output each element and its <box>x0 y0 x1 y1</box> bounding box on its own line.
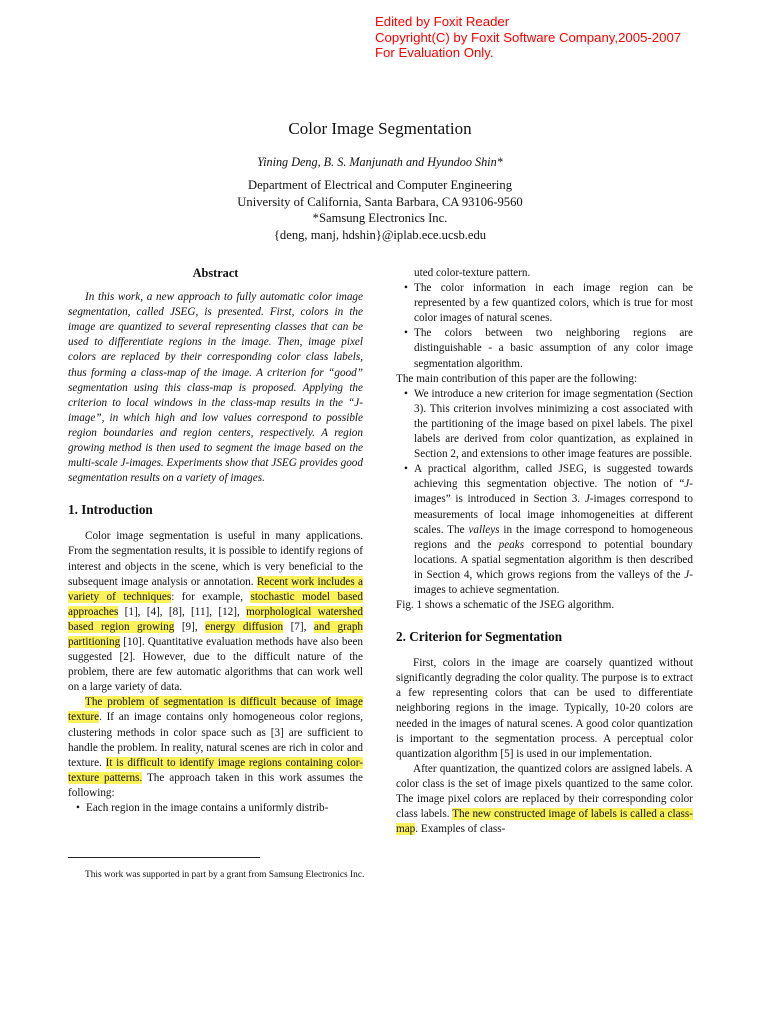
list-item <box>396 462 693 598</box>
abstract-heading: Abstract <box>192 266 239 280</box>
list-item-continuation: uted color-texture pattern. <box>414 267 531 279</box>
text-run: [10]. Quantitative evaluation methods have also been suggested [2]. However, due to the difficult nature of the problem, there are few automatic algorithms that can work well on a large variety of data. <box>68 635 363 694</box>
footnote-divider <box>68 857 260 858</box>
abstract-text: In this work, a new approach to fully automatic color image segmentation, called JSEG, is presented. First, colors in the image are quantized to several representing classes that can be used to differentiate regions in the image. Then, image pixel colors are replaced by their corresponding color class labels, thus forming a class-map of the image. A criterion for “good” segmentation using this class-map is proposed. Applying the criterion to local windows in the class-map results in the “J-image”, in which high and low values correspond to possible region boundaries and region centers, respectively. A region growing method is then used to segment the image based on the multi-scale J-images. Experiments show that JSEG provides good segmentation results on a variety of images. <box>68 291 363 485</box>
evaluation-watermark <box>375 14 681 61</box>
text-run: Color image segmentation is useful in many applications. From the segmentation results, it is possible to identify regions of interest and objects in the scene, which is very beneficial to the subsequent image analysis or annotation. <box>68 530 363 588</box>
highlighted-text: energy diffusion <box>205 620 284 633</box>
watermark-line: Copyright(C) by Foxit Software Company,2005-2007 <box>375 29 682 45</box>
text-run: [9], <box>174 620 206 633</box>
affiliation-line: *Samsung Electronics Inc. <box>312 211 448 225</box>
text-run: -images to achieve segmentation. <box>414 568 693 596</box>
highlighted-text: morphological watershed based region growing <box>68 605 363 633</box>
highlighted-text: The problem of segmentation is difficult because of image texture <box>68 696 363 724</box>
contribution-intro: The main contribution of this paper are the following: <box>396 372 638 385</box>
section2-paragraph-1: First, colors in the image are coarsely quantized without significantly degrading the color quality. The purpose is to extract a few representing colors that can be used to differentiate neighboring regions in the image. Typically, 10-20 colors are needed in the images of natural scenes. A good color quantization is important to the segmentation process. A perceptual color quantization algorithm [5] is used in our implementation. <box>396 657 693 760</box>
text-run: [1], [4], [8], [11], [12], <box>118 605 247 618</box>
intro-paragraph-1 <box>68 529 363 695</box>
text-run: The approach taken in this work assumes the following: <box>68 771 363 799</box>
affiliation-block <box>0 177 760 243</box>
list-item: • The colors between two neighboring regions are distinguishable - a basic assumption of any color image segmentation algorithm. <box>396 326 693 371</box>
text-run: . Examples of class- <box>415 823 506 836</box>
affiliation-line: Department of Electrical and Computer Engineering <box>247 178 513 192</box>
figure-reference: Fig. 1 shows a schematic of the JSEG algorithm. <box>396 599 615 612</box>
text-run: in the image correspond to homogeneous regions and the <box>414 523 693 551</box>
affiliation-line: University of California, Santa Barbara, CA 93106-9560 <box>237 194 523 209</box>
assumption-list-continued <box>396 281 693 372</box>
highlighted-text: It is difficult to identify image regions containing color-texture patterns. <box>68 756 363 784</box>
italic-text: J <box>684 568 690 581</box>
watermark-line: Edited by Foxit Reader <box>375 14 510 29</box>
text-run: : for example, <box>171 590 251 603</box>
italic-text: valleys <box>468 523 500 536</box>
watermark-line: For Evaluation Only. <box>375 45 494 60</box>
footnote: This work was supported in part by a grant from Samsung Electronics Inc. <box>85 870 365 880</box>
contribution-list <box>396 387 693 598</box>
text-run: [7], <box>283 620 314 633</box>
text-run: . If an image contains only homogeneous color regions, clustering methods in color space such as [3] are sufficient to handle the problem. In reality, natural scenes are rich in color and texture. <box>68 711 363 769</box>
assumption-list <box>68 801 363 816</box>
text-run: After quantization, the quantized colors are assigned labels. A color class is the set of image pixels quantized to the same color. The image pixel colors are replaced by their corresponding color class labels. <box>396 762 693 821</box>
intro-paragraph-2 <box>68 695 363 801</box>
text-run: correspond to potential boundary locations. A spatial segmentation algorithm is then described in Section 4, which grows regions from the valleys of the <box>414 538 693 581</box>
highlighted-text: and graph partitioning <box>68 620 364 648</box>
right-column <box>396 266 693 837</box>
list-item: • We introduce a new criterion for image segmentation (Section 3). This criterion involves minimizing a cost associated with the partitioning of the image based on pixel labels. The pixel labels are derived from color quantization, as explained in Section 2, and extensions to other image features are possible. <box>396 387 693 462</box>
text-run: -images” is introduced in Section 3. <box>414 478 693 506</box>
text-run: -images correspond to measurements of local image inhomogeneities at different scales. The <box>414 493 694 536</box>
italic-text: J <box>584 493 590 506</box>
highlighted-text: The new constructed image of labels is called a class-map <box>396 808 693 836</box>
highlighted-text: stochastic model based approaches <box>68 590 363 618</box>
list-item: • Each region in the image contains a uniformly distrib- <box>68 801 363 816</box>
list-item: • The color information in each image region can be represented by a few quantized colors, which is true for most color images of natural scenes. <box>396 281 693 326</box>
section-heading-criterion: 2. Criterion for Segmentation <box>396 629 563 645</box>
highlighted-text: Recent work includes a variety of techniques <box>68 575 363 603</box>
italic-text: J <box>684 478 690 491</box>
italic-text: peaks <box>498 538 525 551</box>
paper-authors: Yining Deng, B. S. Manjunath and Hyundoo Shin* <box>257 155 503 169</box>
section-heading-introduction: 1. Introduction <box>68 502 153 518</box>
section2-paragraph-2 <box>396 762 693 837</box>
affiliation-line: {deng, manj, hdshin}@iplab.ece.ucsb.edu <box>273 227 487 242</box>
paper-title: Color Image Segmentation <box>288 119 472 138</box>
text-run: A practical algorithm, called JSEG, is suggested towards achieving this segmentation objective. The notion of “ <box>414 463 693 491</box>
left-column <box>68 266 363 816</box>
